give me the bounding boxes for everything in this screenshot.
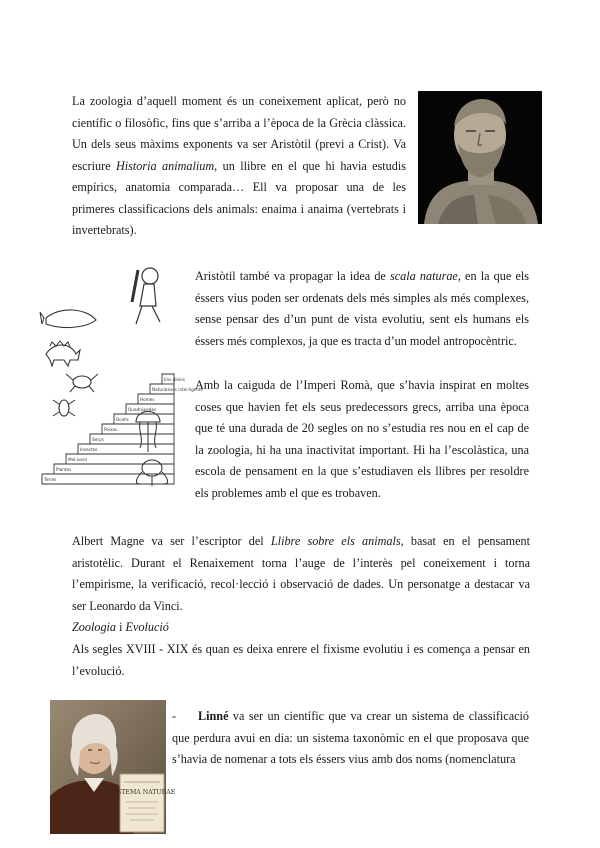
ladder-step: Plantes	[56, 467, 72, 472]
book-title-llibre-animals: Llibre sobre els animals	[270, 534, 401, 548]
paragraph-scala-naturae	[195, 266, 529, 352]
paragraph-albert-magne	[72, 531, 530, 617]
ladder-step: Serps	[92, 437, 104, 442]
linnaeus-portrait-image	[50, 700, 176, 834]
paragraph-aristotle	[72, 91, 406, 242]
text-run: va ser un científic que va crear un sistema de classificació que perdura avui en dia: un sistema taxonòmic en el que proposava que s’havia de nomenar a tots els éssers vius amb dos noms (nomenclatura	[172, 709, 529, 766]
section-heading	[72, 617, 169, 638]
paragraph-linne	[172, 706, 529, 771]
ladder-step: Ocells	[116, 417, 129, 422]
text-run: , en la que els éssers vius poden ser ordenats dels més simples als més complexes, sense pensar des d’un punt de vista evolutiu, sent els humans els éssers més complexos, ja que es tracta d’un model antropocèntric.	[195, 269, 529, 348]
term-scala-naturae: scala naturae	[390, 269, 458, 283]
ladder-step: Terres	[44, 477, 57, 482]
ladder-step: Mol·luscs	[68, 457, 88, 462]
paragraph-roman-empire: Amb la caiguda de l’Imperi Romà, que s’havia inspirat en moltes coses que havien fet els seus predecessors grecs, arriba una època que té una durada de 20 segles on no s’estudia res nou en el cap de la zoologia, hi ha una inactivitat important. Hi ha l’escolàstica, una escola de pensament en la que s’estudiaven els llibres per resoldre els problemes amb el que es trobaven.	[195, 378, 529, 500]
ladder-step: Quadrúpedes	[128, 407, 157, 412]
text-run: , un llibre en el que hi havia estudis empírics, anatomia comparada… Ell va proposar una de les primeres classificacions dels animals: enaima i anaima (vertebrats i invertebrats).	[72, 158, 406, 237]
list-dash: -	[172, 709, 177, 723]
text-run: , basat en el pensament aristotèlic. Durant el Renaixement torna l’auge de l’interès pel coneixement i torna l’empirisme, la verificació, recol·lecció i observació de dades. Un personatge a destacar va ser Leonardo da Vinci.	[72, 534, 530, 613]
text-run: La zoologia d’aquell moment és un coneixement aplicat, però no científic o filosòfic, fins que s’arriba a l’època de la Grècia clàssica. Un dels seus màxims exponents va ser Aristòtil (previ a Crist). Va escriure	[72, 94, 406, 173]
ladder-step: Peixos	[104, 427, 118, 432]
ladder-step: Insectes	[80, 447, 98, 452]
aristotle-bust-image	[418, 91, 542, 224]
heading-word: i	[116, 620, 126, 634]
book-title-historia-animalium: Historia animalium	[115, 158, 215, 173]
scala-naturae-ladder-illustration	[40, 262, 203, 486]
book-title-text: SYSTEMA NATURAE	[108, 789, 176, 796]
ladder-step: Homes	[140, 397, 155, 402]
ladder-step: Ens divins	[164, 377, 186, 382]
ladder-step: Naturaleses intel·ligents	[152, 387, 203, 392]
text-run: Albert Magne va ser l’escriptor del	[72, 534, 271, 548]
name-linne: Linné	[198, 709, 229, 723]
text-run: Aristòtil també va propagar la idea de	[195, 269, 391, 283]
heading-word: Evolució	[125, 620, 169, 634]
paragraph-segles-xviii-xix: Als segles XVIII - XIX és quan es deixa enrere el fixisme evolutiu i es comença a pensar en l’evolució.	[72, 642, 530, 678]
heading-word: Zoologia	[72, 620, 117, 634]
